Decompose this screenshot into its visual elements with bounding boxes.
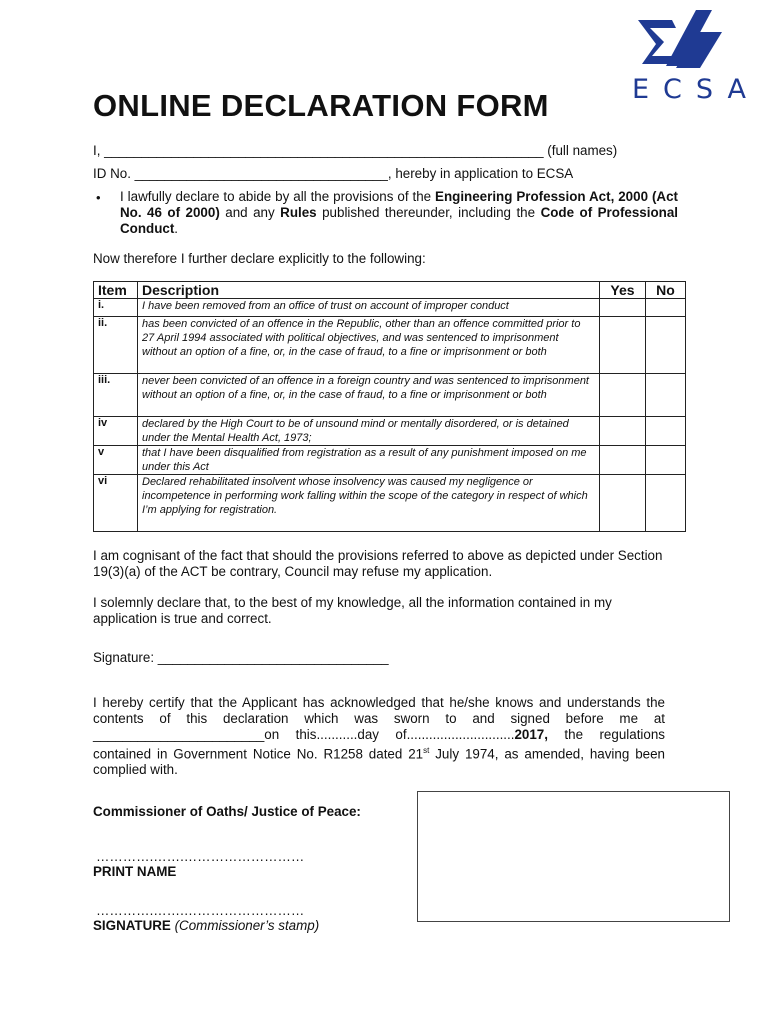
- item-description: declared by the High Court to be of unsound mind or mentally disordered, or is detained under the Mental Health Act, 1973;: [138, 417, 600, 446]
- id-number-line: ID No. __________________________________, hereby in application to ECSA: [93, 166, 574, 181]
- item-description: that I have been disqualified from registration as a result of any punishment imposed on me under this Act: [138, 446, 600, 475]
- item-number: ii.: [94, 317, 138, 374]
- item-number: i.: [94, 299, 138, 317]
- table-row: [94, 417, 686, 446]
- item-number: vi: [94, 475, 138, 532]
- commissioner-signature-dots: ………….…….………………………: [96, 903, 305, 918]
- signature-line: Signature: _______________________________: [93, 650, 389, 665]
- table-row: [94, 317, 686, 374]
- yes-cell[interactable]: [600, 417, 646, 446]
- full-names-line: I, ___________________________________________________________ (full names): [93, 143, 618, 158]
- yes-cell[interactable]: [600, 374, 646, 417]
- further-declare-text: Now therefore I further declare explicitly to the following:: [93, 251, 426, 266]
- solemn-declaration-paragraph: I solemnly declare that, to the best of my knowledge, all the information contained in my application is true and correct.: [93, 595, 612, 626]
- no-cell[interactable]: [646, 299, 686, 317]
- logo-wordmark: ECSA: [632, 74, 761, 105]
- no-cell[interactable]: [646, 374, 686, 417]
- abide-declaration: I lawfully declare to abide by all the provisions of the Engineering Profession Act, 2000 (Act No. 46 of 2000) and any Rules published thereunder, including the Code of Professional Conduct.: [120, 189, 679, 236]
- item-number: iv: [94, 417, 138, 446]
- cognisant-paragraph: I am cognisant of the fact that should the provisions referred to above as depicted under Section 19(3)(a) of the ACT be contrary, Council may refuse my application.: [93, 548, 663, 579]
- yes-cell[interactable]: [600, 299, 646, 317]
- yes-cell[interactable]: [600, 446, 646, 475]
- table-header-row: [94, 282, 686, 299]
- declaration-table: [93, 281, 686, 532]
- header-description: Description: [138, 282, 600, 299]
- commissioner-heading: Commissioner of Oaths/ Justice of Peace:: [93, 804, 361, 819]
- bullet-icon: •: [96, 190, 101, 205]
- header-no: No: [646, 282, 686, 299]
- item-description: Declared rehabilitated insolvent whose insolvency was caused my negligence or incompetence in performing work falling within the scope of the category in respect of which I’m applying for registration.: [138, 475, 600, 532]
- item-description: never been convicted of an offence in a foreign country and was sentenced to imprisonment without an option of a fine, or, in the case of fraud, to a fine or imprisonment or both: [138, 374, 600, 417]
- item-number: iii.: [94, 374, 138, 417]
- no-cell[interactable]: [646, 417, 686, 446]
- print-name-label: PRINT NAME: [93, 864, 177, 879]
- yes-cell[interactable]: [600, 475, 646, 532]
- table-row: [94, 299, 686, 317]
- header-yes: Yes: [600, 282, 646, 299]
- commissioner-stamp-box: [417, 791, 730, 922]
- item-description: has been convicted of an offence in the Republic, other than an offence committed prior to 27 April 1994 associated with political objectives, and was sentenced to imprisonment without an option of a fine, or, in the case of fraud, to a fine or imprisonment or both: [138, 317, 600, 374]
- item-number: v: [94, 446, 138, 475]
- print-name-dots: ………….…….………………………: [96, 849, 305, 864]
- yes-cell[interactable]: [600, 317, 646, 374]
- no-cell[interactable]: [646, 446, 686, 475]
- table-row: [94, 446, 686, 475]
- header-item: Item: [94, 282, 138, 299]
- certification-paragraph: I hereby certify that the Applicant has acknowledged that he/she knows and understands the contents of this declaration which was sworn to and signed before me at _______________________on this...........day of.............................2017, the regulations contained in Government Notice No. R1258 dated 21st July 1974, as amended, having been complied with.: [93, 695, 665, 778]
- commissioner-signature-label: SIGNATURE (Commissioner’s stamp): [93, 918, 320, 933]
- no-cell[interactable]: [646, 475, 686, 532]
- table-row: [94, 374, 686, 417]
- page-title: ONLINE DECLARATION FORM: [93, 88, 549, 123]
- table-row: [94, 475, 686, 532]
- no-cell[interactable]: [646, 317, 686, 374]
- item-description: I have been removed from an office of trust on account of improper conduct: [138, 299, 600, 317]
